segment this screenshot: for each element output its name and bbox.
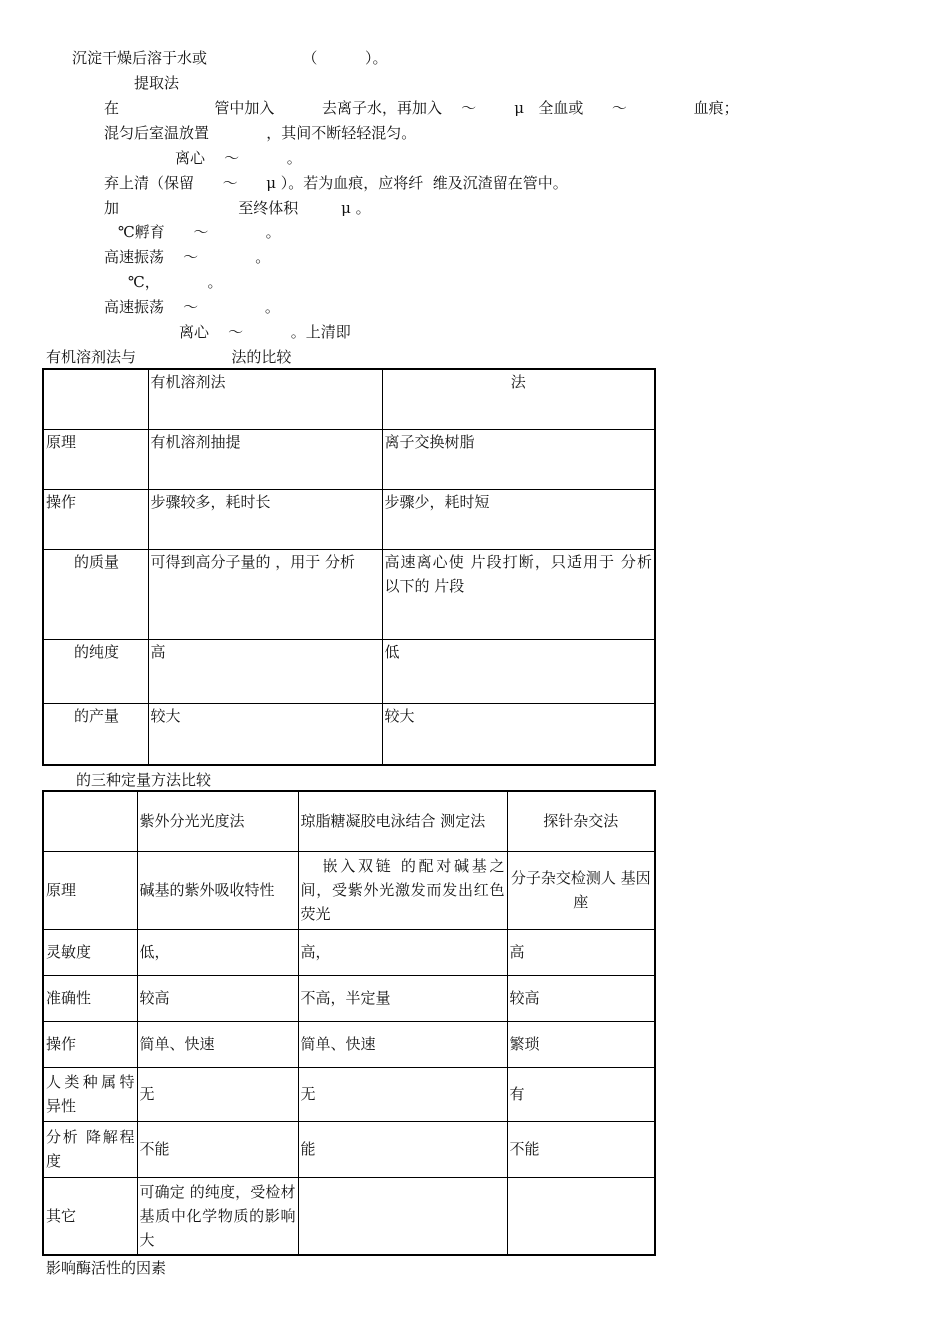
- table2-header-cell: 探针杂交法: [507, 791, 655, 851]
- table-cell: 简单、快速: [298, 1021, 507, 1067]
- comparison-table-1: [42, 368, 656, 766]
- table-cell: [507, 1177, 655, 1255]
- table-cell: 步骤少，耗时短: [382, 489, 655, 549]
- table-row: [43, 1067, 655, 1121]
- table-cell: 较高: [137, 975, 298, 1021]
- text-line-12: 离心 ～ 。上清即: [179, 323, 351, 341]
- table-cell: 较大: [382, 703, 655, 765]
- table-cell: 能: [298, 1121, 507, 1177]
- table-cell: 碱基的紫外吸收特性: [137, 851, 298, 929]
- table-cell: 繁琐: [507, 1021, 655, 1067]
- table-cell: 操作: [43, 489, 148, 549]
- table-cell: 不能: [507, 1121, 655, 1177]
- text-line-3: 在 管中加入 去离子水，再加入 ～ μ 全血或 ～ 血痕；: [104, 99, 739, 117]
- table-cell: 较大: [148, 703, 382, 765]
- table-cell: 分子杂交检测人 基因座: [507, 851, 655, 929]
- table-cell: 有: [507, 1067, 655, 1121]
- table-row: [43, 549, 655, 639]
- table-cell: 的纯度: [43, 639, 148, 703]
- table1-header-row: [43, 369, 655, 429]
- section-heading: 影响酶活性的因素: [46, 1259, 167, 1277]
- table-cell: 原理: [43, 851, 137, 929]
- table-cell: 不能: [137, 1121, 298, 1177]
- table2-header-row: [43, 791, 655, 851]
- table-row: [43, 1177, 655, 1255]
- table-cell: 分析 降解程度: [43, 1121, 137, 1177]
- table-cell: [298, 1177, 507, 1255]
- table-cell: 高，: [298, 929, 507, 975]
- table-cell: 无: [137, 1067, 298, 1121]
- text-line-4: 混匀后室温放置 ，其间不断轻轻混匀。: [104, 124, 417, 142]
- table1-header-cell: [43, 369, 148, 429]
- table-row: [43, 639, 655, 703]
- table-cell: 不高，半定量: [298, 975, 507, 1021]
- table-cell: 低，: [137, 929, 298, 975]
- table-row: [43, 489, 655, 549]
- table-cell: 有机溶剂抽提: [148, 429, 382, 489]
- text-line-9: 高速振荡 ～ 。: [104, 248, 271, 266]
- table-cell: 原理: [43, 429, 148, 489]
- table-cell: 高: [507, 929, 655, 975]
- text-line-2: 提取法: [134, 74, 180, 92]
- table-cell: 可得到高分子量的 ，用于 分析: [148, 549, 382, 639]
- table-cell: 简单、快速: [137, 1021, 298, 1067]
- table-cell: 操作: [43, 1021, 137, 1067]
- table-cell: 高: [148, 639, 382, 703]
- text-line-6: 弃上清（保留 ～ μ ）。若为血痕，应将纤 维及沉渣留在管中。: [104, 174, 568, 192]
- text-line-5: 离心 ～ 。: [175, 149, 302, 167]
- table-cell: 离子交换树脂: [382, 429, 655, 489]
- table-cell: 的产量: [43, 703, 148, 765]
- table-row: [43, 703, 655, 765]
- table-row: [43, 851, 655, 929]
- table-cell: 嵌入双链 的配对碱基之间，受紫外光激发而发出红色荧光: [298, 851, 507, 929]
- table-cell: 低: [382, 639, 655, 703]
- text-line-11: 高速振荡 ～ 。: [104, 298, 280, 316]
- text-line-8: ℃孵育 ～ 。: [118, 223, 281, 241]
- table-cell: 的质量: [43, 549, 148, 639]
- comparison-table-2: [42, 790, 656, 1256]
- table2-caption: 的三种定量方法比较: [76, 771, 212, 789]
- table1-header-cell: 有机溶剂法: [148, 369, 382, 429]
- table1-caption: 有机溶剂法与 法的比较: [46, 348, 292, 366]
- table-cell: 其它: [43, 1177, 137, 1255]
- table-row: [43, 929, 655, 975]
- text-line-1: 沉淀干燥后溶于水或 （ ）。: [72, 49, 388, 67]
- table-cell: 准确性: [43, 975, 137, 1021]
- table2-header-cell: [43, 791, 137, 851]
- table-row: [43, 429, 655, 489]
- table-cell: 无: [298, 1067, 507, 1121]
- table-cell: 较高: [507, 975, 655, 1021]
- table-cell: 可确定 的纯度，受检材基质中化学物质的影响大: [137, 1177, 298, 1255]
- text-line-10: ℃， 。: [128, 273, 223, 291]
- text-line-7: 加 至终体积 μ 。: [104, 199, 371, 217]
- table-cell: 人类种属特异性: [43, 1067, 137, 1121]
- table2-header-cell: 琼脂糖凝胶电泳结合 测定法: [298, 791, 507, 851]
- table-cell: 步骤较多，耗时长: [148, 489, 382, 549]
- table-cell: 高速离心使 片段打断，只适用于 分析 以下的 片段: [382, 549, 655, 639]
- table-row: [43, 1121, 655, 1177]
- table-row: [43, 1021, 655, 1067]
- table1-header-cell: 法: [382, 369, 655, 429]
- table-cell: 灵敏度: [43, 929, 137, 975]
- table-row: [43, 975, 655, 1021]
- table2-header-cell: 紫外分光光度法: [137, 791, 298, 851]
